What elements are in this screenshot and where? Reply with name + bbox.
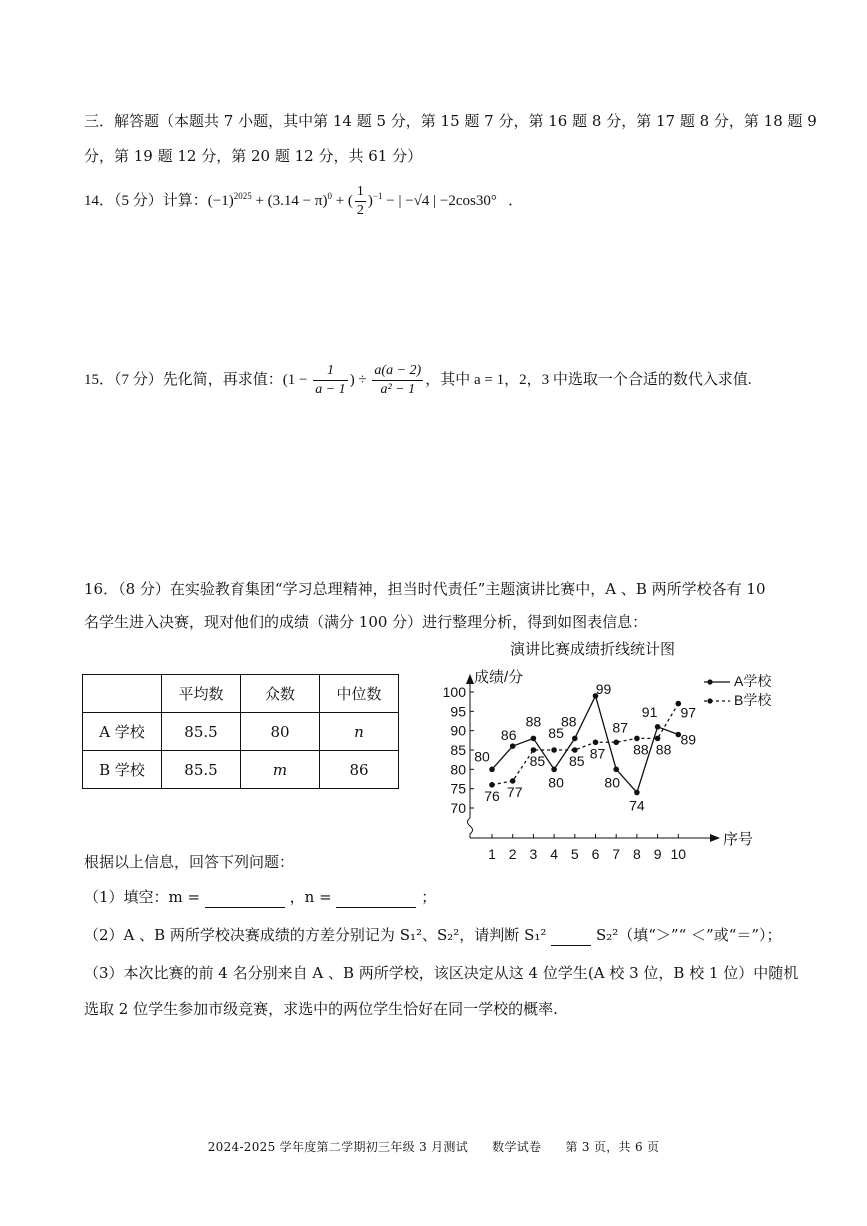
sub1-text-b: ，n = <box>289 888 332 906</box>
data-label: 85 <box>529 753 546 769</box>
table-header: 众数 <box>241 675 320 713</box>
answer-blank-n[interactable] <box>336 891 416 908</box>
axis-break <box>468 818 473 838</box>
data-label: 86 <box>500 727 517 744</box>
data-point <box>510 743 516 749</box>
chart-title: 演讲比赛成绩折线统计图 <box>510 640 676 658</box>
table-header <box>83 675 162 713</box>
sub1-text-c: ； <box>421 888 437 906</box>
x-tick-label: 6 <box>591 846 600 862</box>
data-label: 88 <box>655 741 672 758</box>
data-point <box>572 747 578 753</box>
q15-fraction-2 <box>372 362 423 399</box>
q14-frac-num: 1 <box>355 183 366 202</box>
data-label: 77 <box>506 783 523 800</box>
y-axis-arrow <box>466 674 474 684</box>
q14-exp-b: 0 <box>327 190 332 201</box>
data-point <box>593 739 599 745</box>
data-point <box>551 767 557 773</box>
legend-label: A学校 <box>734 673 772 689</box>
sub2-text-b: S₂²（填“＞”“ ＜”或“＝”）； <box>595 926 782 944</box>
data-label: 74 <box>629 797 645 814</box>
q14-expr-e: − | −√4 | −2cos30° <box>382 192 497 209</box>
x-tick-label: 7 <box>612 846 621 862</box>
table-row <box>83 713 399 751</box>
y-tick-label: 95 <box>450 703 466 720</box>
q14-label: 14．（5 分）计算： <box>84 192 208 209</box>
y-tick-label: 85 <box>450 742 466 758</box>
data-point <box>531 736 537 742</box>
table-cell: 85.5 <box>162 713 241 751</box>
footer-page: 第 3 页，共 6 页 <box>565 1140 660 1154</box>
table-cell: B 学校 <box>83 751 162 789</box>
footer-term: 2024-2025 学年度第二学期初三年级 3 月测试 <box>207 1140 469 1154</box>
data-label: 99 <box>595 680 612 697</box>
data-label: 88 <box>561 713 577 730</box>
data-point <box>613 767 619 773</box>
q14-exp-a: 2025 <box>233 190 252 201</box>
table-cell: 80 <box>241 713 320 751</box>
data-point <box>655 724 661 730</box>
q14-fraction <box>355 183 366 220</box>
table-header: 平均数 <box>162 675 241 713</box>
data-point <box>572 736 578 742</box>
data-point <box>489 782 495 788</box>
q15-f2-num: a(a − 2) <box>372 362 423 381</box>
question-16-line1: 16．（8 分）在实验教育集团“学习总理精神，担当时代责任”主题演讲比赛中，A 、B 两所学校各有 10 <box>84 580 766 598</box>
sub-question-3-cont: 选取 2 位学生参加市级竞赛，求选中的两位学生恰好在同一学校的概率. <box>84 1000 558 1018</box>
q15-p2: ) ÷ <box>349 371 371 388</box>
question-15 <box>84 362 752 399</box>
data-label: 88 <box>525 713 542 730</box>
q15-tail: ，其中 a = 1，2，3 中选取一个合适的数代入求值. <box>425 371 752 388</box>
sub2-text-a: （2）A 、B 两所学校决赛成绩的方差分别记为 S₁²、S₂²，请判断 S₁² <box>84 926 547 944</box>
data-label: 80 <box>548 774 564 791</box>
y-tick-label: 80 <box>450 761 466 778</box>
x-tick-label: 9 <box>653 846 662 862</box>
sub1-text-a: （1）填空：m = <box>84 888 201 906</box>
data-label: 80 <box>604 774 620 791</box>
instruction-text: 根据以上信息，回答下列问题： <box>84 853 295 871</box>
x-axis-arrow <box>710 834 720 842</box>
data-label: 87 <box>589 745 606 762</box>
line-chart <box>440 660 780 870</box>
table-cell: n <box>320 713 399 751</box>
section-heading-cont: 分，第 19 题 12 分，第 20 题 12 分，共 61 分） <box>84 147 423 165</box>
q14-expr-b: + (3.14 − π) <box>251 192 328 209</box>
sub-question-2 <box>84 924 782 946</box>
q14-exp-d: −1 <box>372 190 383 201</box>
data-label: 87 <box>612 719 628 736</box>
x-tick-label: 1 <box>488 846 496 862</box>
data-point <box>531 747 537 753</box>
q14-expr-d: ) <box>367 192 373 209</box>
q15-fraction-1 <box>313 362 347 399</box>
data-label: 85 <box>569 753 585 769</box>
data-point <box>655 736 661 742</box>
table-cell: A 学校 <box>83 713 162 751</box>
x-tick-label: 10 <box>670 846 687 862</box>
q14-frac-den: 2 <box>356 203 364 218</box>
data-point <box>551 747 557 753</box>
x-tick-label: 5 <box>570 846 579 862</box>
table-cell: 85.5 <box>162 751 241 789</box>
question-14 <box>84 183 523 220</box>
data-point <box>613 739 619 745</box>
x-tick-label: 3 <box>529 846 538 862</box>
table-cell: 86 <box>320 751 399 789</box>
x-tick-label: 4 <box>550 846 558 862</box>
data-label: 97 <box>680 704 697 721</box>
q14-expr-a: (−1) <box>207 192 234 209</box>
data-point <box>510 778 516 784</box>
stats-table <box>82 674 399 789</box>
x-tick-label: 2 <box>508 846 517 862</box>
q14-expr-c: + ( <box>331 192 353 209</box>
legend-marker <box>707 698 712 703</box>
table-row <box>83 751 399 789</box>
sub-question-1 <box>84 886 436 908</box>
answer-blank-compare[interactable] <box>551 929 591 946</box>
table-header: 中位数 <box>320 675 399 713</box>
q15-label: 15．（7 分）先化简，再求值： <box>84 371 283 388</box>
footer-subject: 数学试卷 <box>492 1140 542 1154</box>
data-label: 88 <box>633 741 649 758</box>
table-cell: m <box>241 751 320 789</box>
y-tick-label: 70 <box>450 800 466 816</box>
x-axis-label: 序号 <box>722 831 754 848</box>
data-point <box>489 767 495 773</box>
question-16-line2: 名学生进入决赛，现对他们的成绩（满分 100 分）进行整理分析，得到如图表信息： <box>84 613 648 631</box>
table-header-row <box>83 675 399 713</box>
q15-f2-den: a² − 1 <box>380 382 416 397</box>
data-point <box>634 736 640 742</box>
data-label: 80 <box>474 748 490 765</box>
q15-p1: (1 − <box>282 371 312 388</box>
q15-f1-num: 1 <box>313 362 347 381</box>
legend-marker <box>707 679 712 684</box>
y-tick-label: 90 <box>450 722 466 739</box>
data-label: 89 <box>680 731 697 748</box>
y-tick-label: 75 <box>450 780 466 797</box>
data-label: 85 <box>548 725 564 741</box>
x-tick-label: 8 <box>633 846 641 862</box>
data-point <box>634 790 640 796</box>
section-heading: 三．解答题（本题共 7 小题，其中第 14 题 5 分，第 15 题 7 分，第 16 题 8 分，第 17 题 8 分，第 18 题 9 <box>84 112 817 130</box>
q15-f1-den: a − 1 <box>315 382 346 397</box>
data-label: 91 <box>641 703 658 720</box>
y-tick-label: 100 <box>442 684 466 700</box>
y-axis-label: 成绩/分 <box>474 669 524 686</box>
sub-question-3: （3）本次比赛的前 4 名分别来自 A 、B 两所学校，该区决定从这 4 位学生(A 校 3 位，B 校 1 位）中随机 <box>84 964 799 982</box>
q14-end: ． <box>508 192 524 209</box>
legend-label: B学校 <box>734 692 772 708</box>
answer-blank-m[interactable] <box>205 891 285 908</box>
data-label: 76 <box>484 787 500 804</box>
page-footer <box>0 1138 867 1155</box>
